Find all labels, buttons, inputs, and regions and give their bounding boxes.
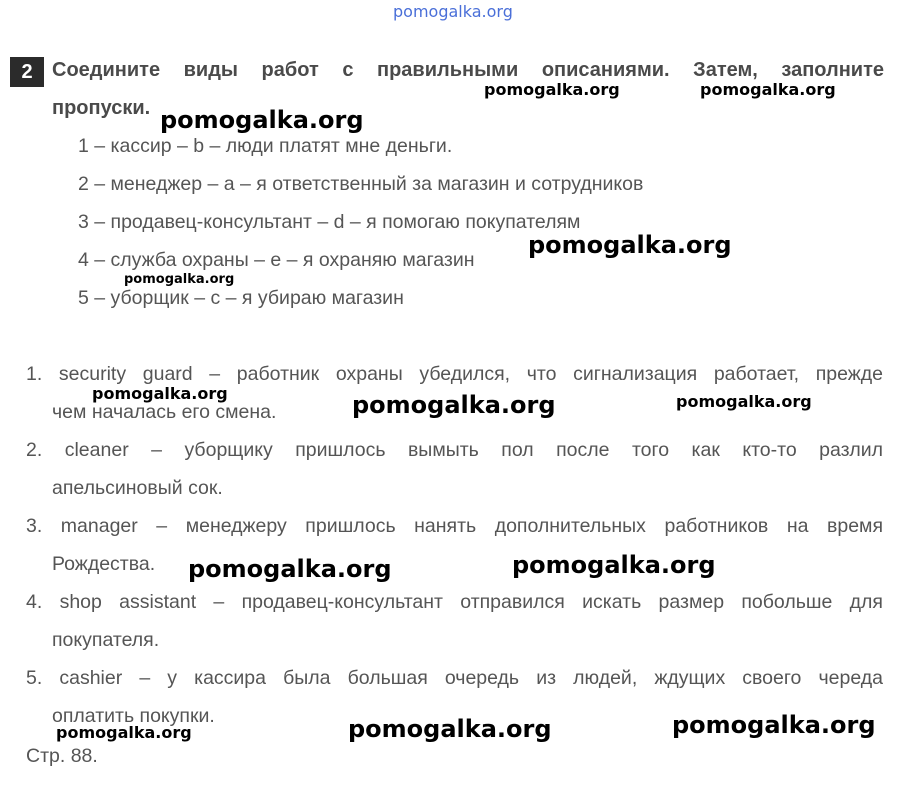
watermark: pomogalka.org <box>700 80 836 99</box>
watermark: pomogalka.org <box>188 555 392 583</box>
task-number-badge: 2 <box>10 57 44 87</box>
answer-3-line-2: Рождества. <box>52 553 156 575</box>
task-instruction-line-2: пропуски. <box>52 97 151 119</box>
match-item-4: 4 – служба охраны – e – я охраняю магазин <box>78 249 475 271</box>
watermark: pomogalka.org <box>672 711 876 739</box>
answer-3-line-1: 3. manager – менеджеру пришлось нанять дополнительных работников на время <box>26 515 883 537</box>
answer-4-line-1: 4. shop assistant – продавец-консультант отправился искать размер побольше для <box>26 591 883 613</box>
watermark-top: pomogalka.org <box>393 2 513 21</box>
watermark: pomogalka.org <box>528 231 732 259</box>
answer-1-line-2: чем началась его смена. <box>52 401 277 423</box>
watermark: pomogalka.org <box>512 551 716 579</box>
match-item-3: 3 – продавец-консультант – d – я помогаю покупателям <box>78 211 581 233</box>
watermark: pomogalka.org <box>160 106 364 134</box>
watermark: pomogalka.org <box>484 80 620 99</box>
watermark: pomogalka.org <box>56 723 192 742</box>
answer-1-line-1: 1. security guard – работник охраны убедился, что сигнализация работает, прежде <box>26 363 883 385</box>
watermark: pomogalka.org <box>348 715 552 743</box>
answer-5-line-1: 5. cashier – у кассира была большая очередь из людей, ждущих своего череда <box>26 667 883 689</box>
watermark: pomogalka.org <box>352 391 556 419</box>
task-instruction-line-1: Соедините виды работ с правильными описаниями. Затем, заполните <box>52 59 884 81</box>
match-item-2: 2 – менеджер – a – я ответственный за магазин и сотрудников <box>78 173 644 195</box>
answer-2-line-1: 2. cleaner – уборщику пришлось вымыть пол после того как кто-то разлил <box>26 439 883 461</box>
answer-5-line-2: оплатить покупки. <box>52 705 215 727</box>
answer-4-line-2: покупателя. <box>52 629 160 651</box>
watermark: pomogalka.org <box>92 384 228 403</box>
answer-2-line-2: апельсиновый сок. <box>52 477 223 499</box>
match-item-1: 1 – кассир – b – люди платят мне деньги. <box>78 135 453 157</box>
watermark: pomogalka.org <box>124 272 235 287</box>
page-reference: Стр. 88. <box>26 745 98 767</box>
watermark: pomogalka.org <box>676 392 812 411</box>
match-item-5: 5 – уборщик – c – я убираю магазин <box>78 287 404 309</box>
